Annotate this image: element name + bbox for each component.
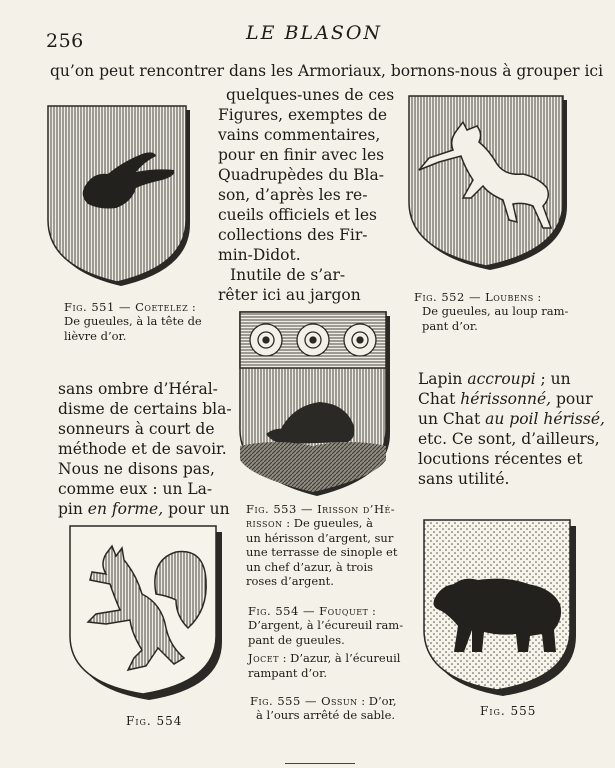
caption-fig-554 [248, 604, 418, 680]
left-line: sonneurs à court de [58, 420, 215, 438]
caption-line: pant d’or. [422, 318, 478, 333]
caption-line [246, 502, 416, 516]
caption-line: lièvre d’or. [64, 328, 127, 343]
caption-line: D’argent, à l’écureuil ram- [248, 618, 404, 633]
caption-name: Irisson d’Hé- [317, 502, 396, 516]
center-line: min-Didot. [218, 246, 301, 264]
right-line: etc. Ce sont, d’ailleurs, [418, 430, 600, 448]
right-line-prefix: Chat [418, 390, 461, 408]
shield-squirrel-icon [66, 524, 226, 704]
right-line-prefix: Lapin [418, 370, 468, 388]
caption-fig-551 [64, 300, 224, 343]
left-line: méthode et de savoir. [58, 440, 227, 458]
caption-text: : [368, 604, 376, 618]
left-line: comme eux : un La- [58, 480, 213, 498]
caption-line [248, 651, 418, 665]
caption-line: un hérisson d’argent, sur [246, 530, 394, 545]
figure-label-555: Fig. 555 [480, 704, 537, 718]
caption-number: Fig. 554 — [248, 604, 320, 618]
caption-number: Fig. 555 — [250, 694, 322, 708]
body-line-top: qu’on peut rencontrer dans les Armoriaux, bornons-nous à grouper ici [50, 62, 604, 80]
center-line: son, d’après les re- [218, 186, 368, 204]
right-line-italic: hérissonné, [460, 390, 552, 408]
caption-fig-552 [414, 290, 579, 333]
center-line: vains commentaires, [218, 126, 381, 144]
caption-text: : [533, 290, 542, 304]
caption-name: Jocet [248, 651, 279, 666]
right-line: sans utilité. [418, 470, 510, 488]
caption-line: roses d’argent. [246, 573, 334, 588]
caption-line: De gueules, au loup ram- [422, 304, 569, 319]
bottom-rule [285, 763, 355, 764]
caption-line: rampant d’or. [248, 665, 327, 680]
center-line: cueils officiels et les [218, 206, 377, 224]
caption-name: Ossun [321, 694, 358, 708]
center-line: Quadrupèdes du Bla- [218, 166, 384, 184]
shield-bear-icon [420, 518, 580, 700]
caption-fig-555 [250, 694, 420, 723]
right-line [418, 412, 605, 428]
shield-hedgehog-icon [236, 310, 394, 500]
shield-hare-head-icon [44, 104, 194, 292]
page-number: 256 [46, 30, 84, 52]
center-line: quelques-unes de ces [226, 86, 395, 104]
center-line: pour en finir avec les [218, 146, 385, 164]
caption-text: : D’or, [357, 694, 397, 708]
right-line: locutions récentes et [418, 450, 583, 468]
right-line [418, 392, 593, 408]
caption-line: à l’ours arrêté de sable. [256, 708, 396, 723]
left-line-suffix: pour un [163, 500, 230, 518]
left-line [58, 502, 230, 518]
caption-line [250, 694, 420, 708]
caption-name: Loubens [485, 290, 534, 304]
left-line-prefix: pin [58, 500, 88, 518]
left-line: disme de certains bla- [58, 400, 232, 418]
right-line-italic: au poil hérissé, [485, 410, 605, 428]
left-line: sans ombre d’Héral- [58, 380, 218, 398]
right-line-italic: accroupi [467, 370, 536, 388]
caption-line: pant de gueules. [248, 632, 345, 647]
caption-line [246, 516, 416, 530]
right-line-suffix: ; un [535, 370, 571, 388]
left-line: Nous ne disons pas, [58, 460, 215, 478]
left-line-italic: en forme, [87, 500, 164, 518]
caption-text: : [188, 300, 196, 314]
caption-line: De gueules, à la tête de [64, 314, 202, 329]
figure-label-554: Fig. 554 [126, 714, 183, 728]
running-title: LE BLASON [246, 22, 383, 44]
caption-number: Fig. 553 — [246, 502, 318, 516]
caption-name: risson [246, 516, 283, 531]
caption-number: Fig. 551 — [64, 300, 136, 314]
center-line: collections des Fir- [218, 226, 368, 244]
caption-line [64, 300, 224, 314]
right-line [418, 372, 571, 388]
right-line-prefix: un Chat [418, 410, 486, 428]
caption-line: un chef d’azur, à trois [246, 559, 374, 574]
caption-name: Coetelez [135, 300, 189, 314]
right-line-suffix: pour [551, 390, 593, 408]
center-line: Figures, exemptes de [218, 106, 388, 124]
caption-number: Fig. 552 — [414, 290, 486, 304]
caption-line: une terrasse de sinople et [246, 545, 398, 560]
center-line: Inutile de s’ar- [230, 266, 346, 284]
caption-line [414, 290, 579, 304]
shield-wolf-icon [405, 94, 571, 274]
caption-fig-553 [246, 502, 416, 588]
caption-text: : De gueules, à [282, 516, 373, 531]
caption-line [248, 604, 418, 618]
caption-name: Fouquet [319, 604, 369, 618]
center-line: rêter ici au jargon [218, 286, 361, 304]
caption-text: : D’azur, à l’écureuil [278, 651, 401, 666]
